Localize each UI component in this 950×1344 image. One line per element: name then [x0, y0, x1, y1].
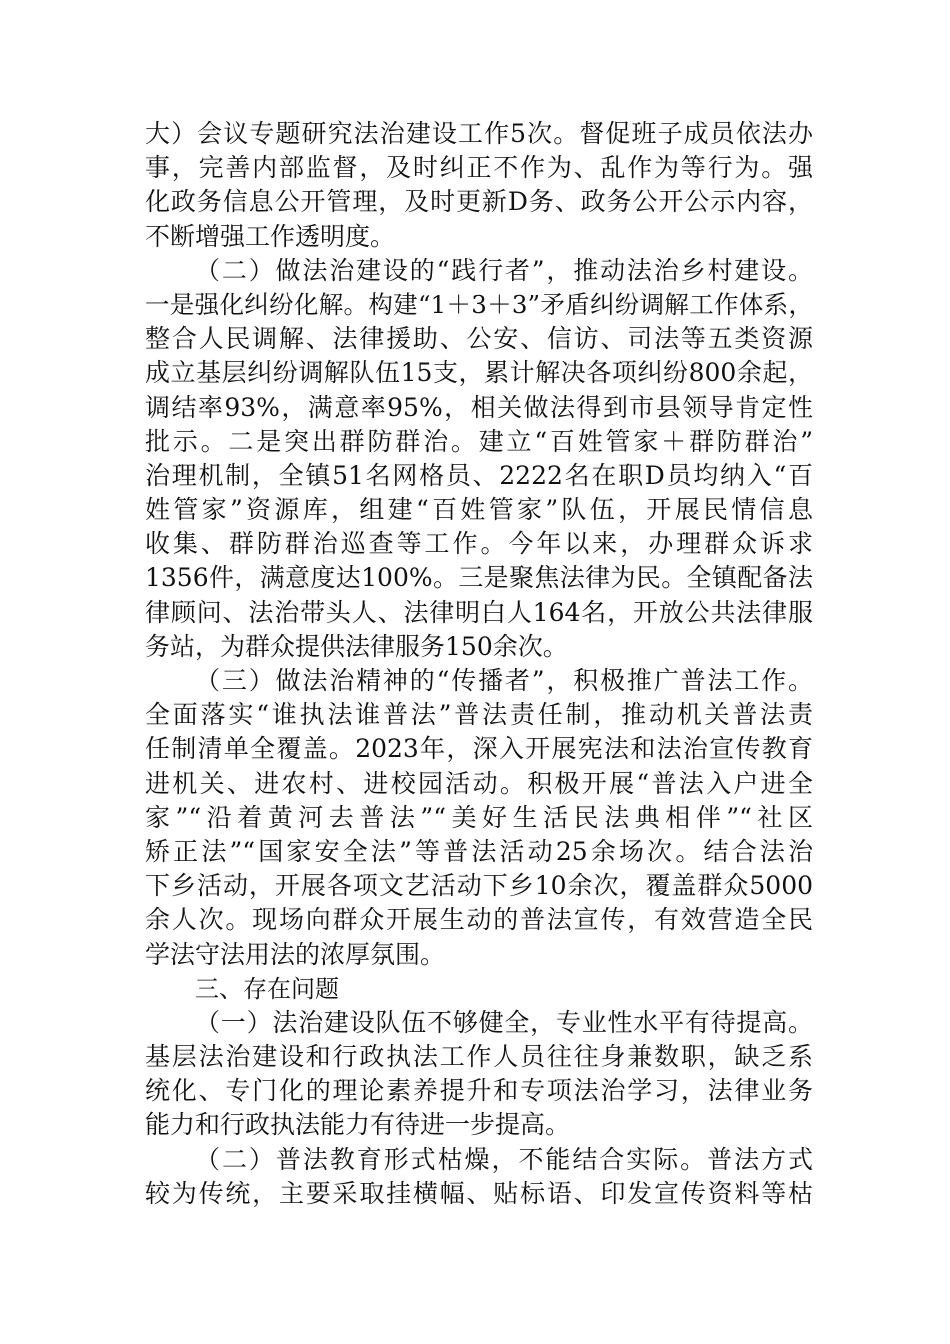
text-line: 较为传统，主要采取挂横幅、贴标语、印发宣传资料等枯 [145, 1178, 813, 1208]
text-line: 成立基层纠纷调解队伍15支，累计解决各项纠纷800余起， [145, 358, 813, 388]
text-line: 余人次。现场向群众开展生动的普法宣传，有效营造全民 [145, 905, 813, 935]
text-line: 律顾问、法治带头人、法律明白人164名，开放公共法律服 [145, 597, 813, 627]
text-line: 收集、群防群治巡查等工作。今年以来，办理群众诉求 [145, 529, 813, 559]
text-line: （二）做法治建设的“践行者”，推动法治乡村建设。 [195, 255, 813, 285]
text-line: 大）会议专题研究法治建设工作5次。督促班子成员依法办 [145, 119, 813, 148]
text-line: 全面落实“谁执法谁普法”普法责任制，推动机关普法责 [145, 700, 813, 730]
text-line: 事，完善内部监督，及时纠正不作为、乱作为等行为。强 [145, 153, 813, 183]
section-heading: 三、存在问题 [195, 974, 339, 1003]
text-line: 治理机制，全镇51名网格员、2222名在职D员均纳入“百 [145, 460, 813, 490]
text-line: （二）普法教育形式枯燥，不能结合实际。普法方式 [195, 1144, 813, 1174]
text-line: 统化、专门化的理论素养提升和专项法治学习，法律业务 [145, 1076, 813, 1106]
text-line: 姓管家”资源库，组建“百姓管家”队伍，开展民情信息 [145, 495, 813, 525]
document-body [145, 117, 813, 1211]
text-line: 批示。二是突出群防群治。建立“百姓管家＋群防群治” [145, 426, 813, 456]
text-line: 学法守法用法的浓厚氛围。 [145, 939, 446, 969]
text-line: 化政务信息公开管理，及时更新D务、政务公开公示内容， [145, 187, 813, 217]
text-line: 下乡活动，开展各项文艺活动下乡10余次，覆盖群众5000 [145, 871, 813, 901]
text-line: 不断增强工作透明度。 [145, 221, 396, 251]
text-line: 1356件，满意度达100%。三是聚焦法律为民。全镇配备法 [145, 563, 813, 593]
text-line: 能力和行政执法能力有待进一步提高。 [145, 1110, 571, 1140]
text-line: 调结率93%，满意率95%，相关做法得到市县领导肯定性 [145, 392, 813, 422]
text-line: 整合人民调解、法律援助、公安、信访、司法等五类资源 [145, 324, 813, 354]
text-line: 进机关、进农村、进校园活动。积极开展“普法入户进全 [145, 768, 813, 798]
text-line: 务站，为群众提供法律服务150余次。 [145, 631, 568, 661]
text-line: 基层法治建设和行政执法工作人员往往身兼数职，缺乏系 [145, 1042, 813, 1072]
text-line: 一是强化纠纷化解。构建“1＋3＋3”矛盾纠纷调解工作体系， [145, 289, 813, 319]
text-line: （三）做法治精神的“传播者”，积极推广普法工作。 [195, 666, 813, 695]
text-line: （一）法治建设队伍不够健全，专业性水平有待提高。 [195, 1007, 813, 1037]
text-line: 任制清单全覆盖。2023年，深入开展宪法和法治宣传教育 [145, 734, 813, 764]
text-line: 矫正法”“国家安全法”等普法活动25余场次。结合法治 [145, 836, 813, 866]
text-line: 家”“沿着黄河去普法”“美好生活民法典相伴”“社区 [145, 802, 813, 832]
